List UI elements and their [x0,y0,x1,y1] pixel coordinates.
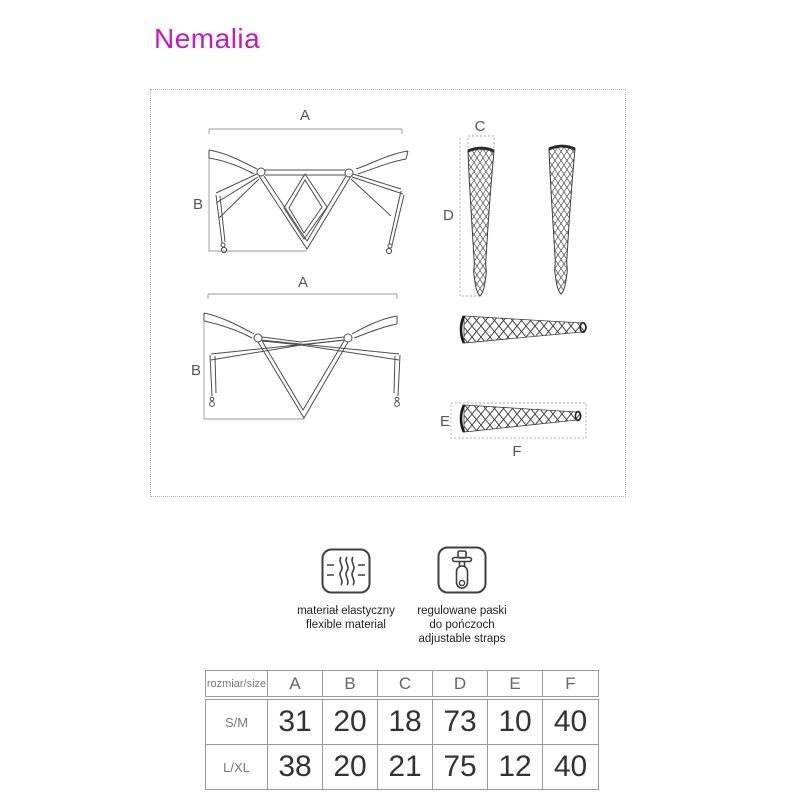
caption-line: do pończoch [429,619,495,631]
garter-back-drawing [191,276,421,431]
size-value: 12 [488,745,543,789]
caption-line: regulowane paski [417,605,507,617]
size-row-label: S/M [206,700,268,745]
size-row-label: L/XL [206,745,268,789]
garter-front-drawing [191,106,426,263]
size-table-header-label: rozmiar/size [206,671,268,696]
dim-label-back-width: A [297,274,309,291]
size-table-col-c: C [378,671,433,696]
size-table-col-b: B [323,671,378,696]
size-value: 73 [433,700,488,745]
size-value: 31 [268,700,323,745]
size-table-col-f: F [565,673,576,693]
size-value: 75 [433,745,488,789]
caption-line: flexible material [306,619,386,631]
dim-label-stocking-width: C [474,118,486,135]
size-value: 40 [543,700,598,745]
size-value: 38 [268,745,323,789]
dim-label-back-height: B [191,362,202,379]
dim-label-top-height: E [440,413,451,430]
size-value: 20 [323,745,378,789]
adjustable-straps-icon [437,546,487,594]
stocking-top-drawing [436,304,601,461]
size-value: 21 [378,745,433,789]
garter-back-lines [204,313,400,418]
size-table-col-a: A [268,671,323,696]
stocking-top-shapes [461,316,587,432]
caption-line: adjustable straps [418,633,506,645]
dim-label-stocking-length: D [443,207,454,224]
diagram-panel [150,89,626,497]
size-table-header [205,670,599,697]
dim-label-front-width: A [299,107,311,124]
caption-line: materiał elastyczny [297,605,395,617]
size-table-col-e: E [488,671,543,696]
stockings-drawing [441,113,616,301]
page-title: Nemalia [154,22,261,54]
size-table-body [205,699,599,790]
garter-front-lines [209,150,408,254]
dim-label-front-height: B [193,196,204,213]
size-value: 10 [488,700,543,745]
elastic-material-icon [321,548,371,594]
stocking-shapes [468,146,575,296]
size-value: 40 [553,750,588,783]
size-value: 20 [323,700,378,745]
adjustable-straps-caption [377,604,547,646]
dim-label-top-width: F [512,443,522,460]
size-table [205,670,599,790]
size-table-col-d: D [433,671,488,696]
size-value: 18 [378,700,433,745]
